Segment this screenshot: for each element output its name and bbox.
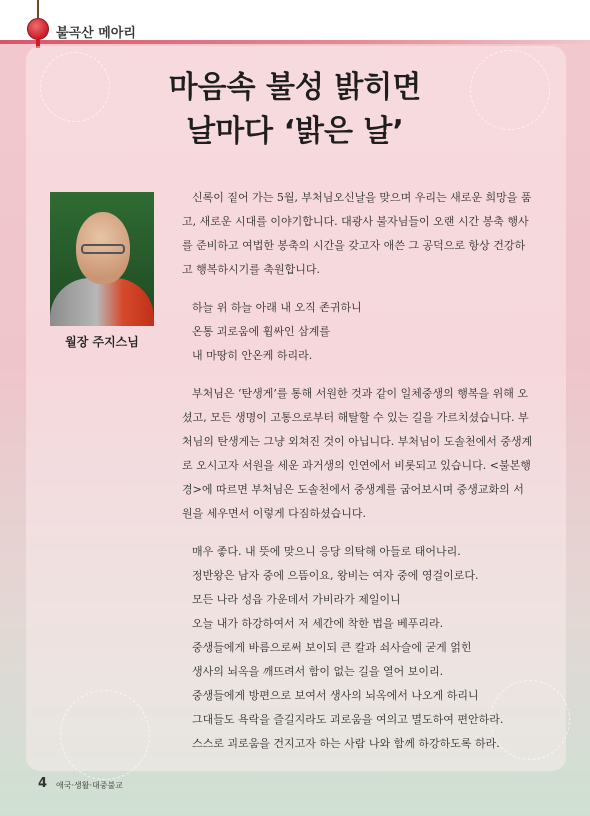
text-line: 를 준비하고 여법한 봉축의 시간을 갖고자 애쓴 그 공덕으로 항상 건강하 <box>182 239 526 252</box>
text-line: 처님의 탄생게는 그냥 외쳐진 것이 아닙니다. 부처님이 도솔천에서 중생계 <box>182 435 533 448</box>
text-line: 로 오시고자 서원을 세운 과거생의 인연에서 비롯되고 있습니다. <불본행 <box>182 459 531 472</box>
text-line: 고 행복하시기를 축원합니다. <box>182 263 321 276</box>
text-line: 부처님은 ‘탄생게’를 통해 서원한 것과 같이 일체중생의 행복을 위해 오 <box>192 387 528 400</box>
verse-1 <box>192 296 556 368</box>
page-number: 4 <box>38 776 48 791</box>
verse-line: 정반왕은 남자 중에 으뜸이요, 왕비는 여자 중에 영걸이로다. <box>192 569 479 582</box>
glasses-shape <box>81 244 125 254</box>
text-line: 원을 세우면서 이렇게 다짐하셨습니다. <box>182 507 367 520</box>
lantern-string <box>37 0 39 18</box>
author-photo <box>50 192 154 326</box>
verse-line: 모든 나라 성읍 가운데서 가비라가 제일이니 <box>192 593 401 606</box>
decorative-flower-icon <box>60 690 150 780</box>
robe-shape <box>50 278 154 326</box>
author-caption: 월장 주지스님 <box>65 335 139 349</box>
verse-line: 생사의 뇌옥을 깨뜨려서 함이 없는 길을 열어 보이리. <box>192 665 444 678</box>
page-title-line2: 날마다 ‘밝은 날’ <box>186 114 404 149</box>
text-line: 신록이 짙어 가는 5월, 부처님오신날을 맞으며 우리는 새로운 희망을 품 <box>192 191 532 204</box>
paragraph-2 <box>182 382 546 526</box>
verse-line: 내 마땅히 안온케 하리라. <box>192 349 313 362</box>
verse-line: 온통 괴로움에 휩싸인 삼계를 <box>192 325 331 338</box>
verse-line: 중생들에게 바름으로써 보이되 큰 칼과 쇠사슬에 굳게 얽힌 <box>192 641 472 654</box>
verse-line: 오늘 내가 하강하여서 저 세간에 착한 법을 베푸리라. <box>192 617 444 630</box>
paragraph-1 <box>182 186 546 282</box>
text-line: 고, 새로운 시대를 이야기합니다. 대광사 불자님들이 오랜 시간 봉축 행사 <box>182 215 529 228</box>
verse-line: 스스로 괴로움을 건지고자 하는 사람 나와 함께 하강하도록 하라. <box>192 737 500 750</box>
section-title: 불곡산 메아리 <box>56 26 136 41</box>
text-line: 경>에 따르면 부처님은 도솔천에서 중생계를 굽어보시며 중생교화의 서 <box>182 483 524 496</box>
verse-line: 하늘 위 하늘 아래 내 오직 존귀하니 <box>192 301 362 314</box>
page-title-line1: 마음속 불성 밝히면 <box>168 70 422 105</box>
verse-line: 매우 좋다. 내 뜻에 맞으니 응당 의탁해 아들로 태어나리. <box>192 545 461 558</box>
text-line: 셨고, 모든 생명이 고통으로부터 해탈할 수 있는 길을 가르치셨습니다. 부 <box>182 411 529 424</box>
footer-text: 애국·생활·대중불교 <box>56 781 123 790</box>
verse-line: 그대들도 욕락을 즐길지라도 괴로움을 여의고 멸도하여 편안하라. <box>192 713 504 726</box>
verse-line: 중생들에게 방편으로 보여서 생사의 뇌옥에서 나오게 하리니 <box>192 689 479 702</box>
verse-2 <box>192 540 556 756</box>
lantern-icon <box>27 18 49 40</box>
